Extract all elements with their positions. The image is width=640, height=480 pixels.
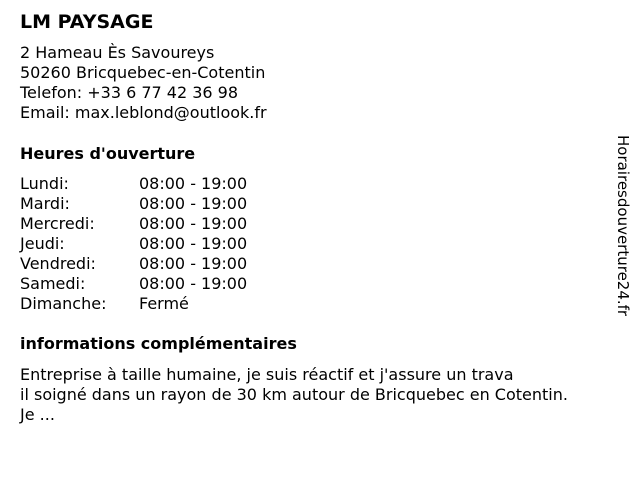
hours-day: Mercredi: xyxy=(20,214,95,233)
hours-day: Vendredi: xyxy=(20,254,96,273)
hours-time: 08:00 - 19:00 xyxy=(139,274,248,293)
hours-day: Lundi: xyxy=(20,174,69,193)
hours-time: 08:00 - 19:00 xyxy=(139,234,248,253)
hours-row-sunday xyxy=(20,294,320,314)
hours-day: Dimanche: xyxy=(20,294,107,313)
opening-hours-title: Heures d'ouverture xyxy=(20,144,196,163)
hours-time: 08:00 - 19:00 xyxy=(139,174,248,193)
hours-time: 08:00 - 19:00 xyxy=(139,254,248,273)
additional-info-text xyxy=(20,365,620,425)
hours-time: 08:00 - 19:00 xyxy=(139,214,248,233)
opening-hours-table xyxy=(20,174,320,314)
business-name: LM PAYSAGE xyxy=(20,11,154,33)
additional-info-title: informations complémentaires xyxy=(20,334,297,353)
contact-block xyxy=(20,43,267,123)
site-watermark: Horairesdouverture24.fr xyxy=(614,135,632,317)
hours-row-friday xyxy=(20,254,320,274)
hours-day: Jeudi: xyxy=(20,234,65,253)
hours-time: Fermé xyxy=(139,294,189,313)
address-line-street: 2 Hameau Ès Savoureys xyxy=(20,43,215,62)
hours-row-thursday xyxy=(20,234,320,254)
hours-day: Samedi: xyxy=(20,274,86,293)
hours-day: Mardi: xyxy=(20,194,70,213)
hours-row-saturday xyxy=(20,274,320,294)
description-line: Je ... xyxy=(20,405,55,424)
description-line: il soigné dans un rayon de 30 km autour de Bricquebec en Cotentin. xyxy=(20,385,568,404)
email-line: Email: max.leblond@outlook.fr xyxy=(20,103,267,122)
phone-line: Telefon: +33 6 77 42 36 98 xyxy=(20,83,239,102)
hours-row-tuesday xyxy=(20,194,320,214)
description-line: Entreprise à taille humaine, je suis réactif et j'assure un trava xyxy=(20,365,514,384)
address-line-city: 50260 Bricquebec-en-Cotentin xyxy=(20,63,266,82)
hours-row-wednesday xyxy=(20,214,320,234)
hours-time: 08:00 - 19:00 xyxy=(139,194,248,213)
hours-row-monday xyxy=(20,174,320,194)
